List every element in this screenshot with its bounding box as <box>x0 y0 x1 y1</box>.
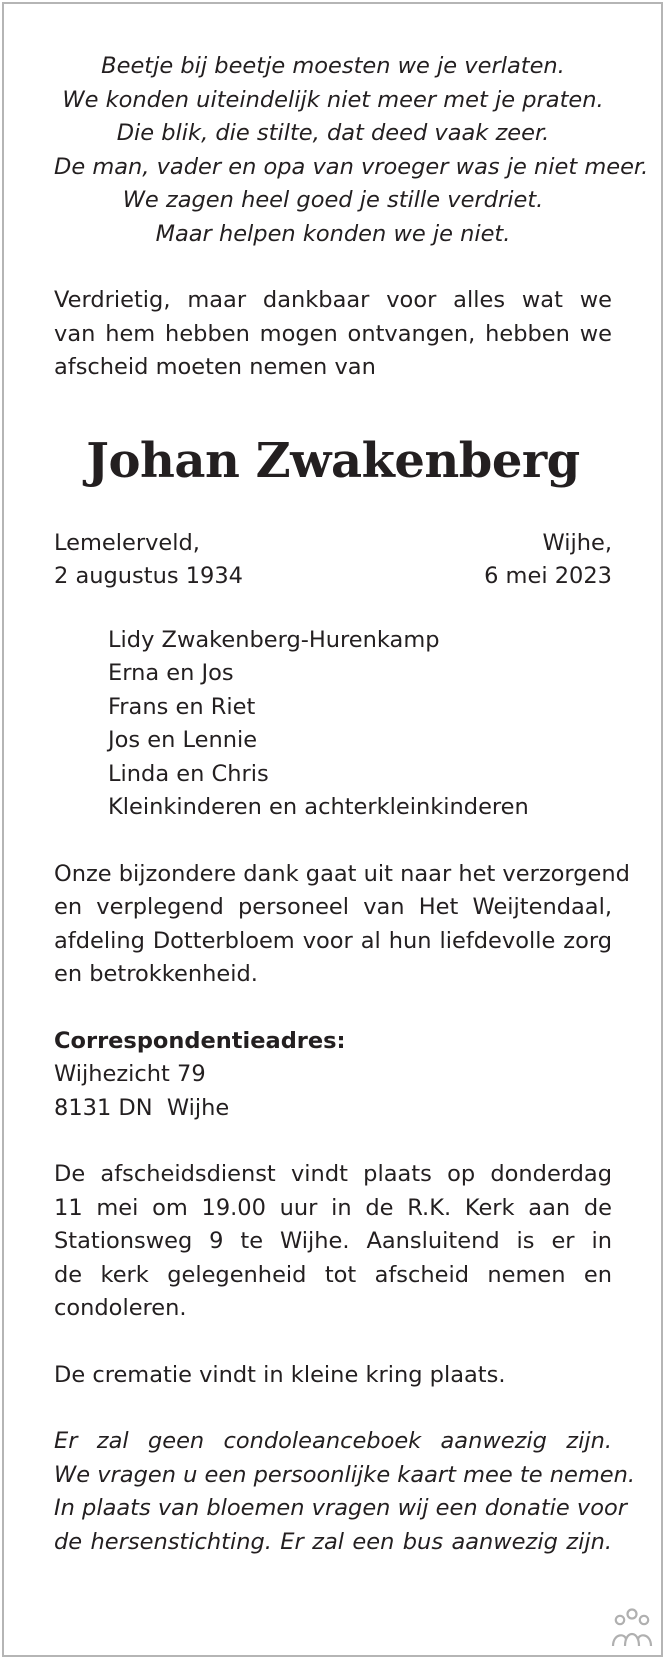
life-dates <box>54 527 612 594</box>
service-line: condoleren. <box>54 1295 187 1321</box>
family-list <box>54 624 612 825</box>
correspondence-address <box>54 1025 612 1126</box>
closing-line: Er zal geen condoleanceboek aanwezig zijn. <box>54 1428 612 1454</box>
poem <box>54 50 649 251</box>
obituary-notice <box>54 50 649 1559</box>
deceased-name: Johan Zwakenberg <box>86 432 580 489</box>
service-line: De afscheidsdienst vindt plaats op donderdag <box>54 1161 612 1187</box>
cremation-text <box>54 1359 612 1393</box>
closing-line: de hersenstichting. Er zal een bus aanwezig zijn. <box>54 1528 612 1555</box>
closing-text <box>54 1425 635 1559</box>
family-member: Lidy Zwakenberg-Hurenkamp <box>108 626 440 653</box>
poem-line: Beetje bij beetje moesten we je verlaten. <box>101 53 565 79</box>
death-place: Wijhe, <box>542 529 612 556</box>
intro-text <box>54 284 612 385</box>
family-member: Kleinkinderen en achterkleinkinderen <box>108 794 529 820</box>
intro-line: van hem hebben mogen ontvangen, hebben we <box>54 320 612 347</box>
family-member: Jos en Lennie <box>108 727 258 753</box>
poem-line: We zagen heel goed je stille verdriet. <box>122 187 544 213</box>
address-street: Wijhezicht 79 <box>54 1061 206 1087</box>
closing-line: We vragen u een persoonlijke kaart mee te nemen. <box>54 1461 635 1488</box>
thanks-line: afdeling Dotterbloem voor al hun liefdevolle zorg <box>54 927 612 954</box>
poem-line: Die blik, die stilte, dat deed vaak zeer. <box>116 120 550 146</box>
address-city: 8131 DN Wijhe <box>54 1094 230 1121</box>
family-member: Frans en Riet <box>108 693 256 720</box>
death-info <box>484 527 612 594</box>
birth-date: 2 augustus 1934 <box>54 563 243 589</box>
family-member: Erna en Jos <box>108 660 234 686</box>
thanks-line: en betrokkenheid. <box>54 961 258 987</box>
closing-line: In plaats van bloemen vragen wij een donatie voor <box>54 1495 627 1521</box>
service-line: de kerk gelegenheid tot afscheid nemen en <box>54 1261 612 1288</box>
service-line: 11 mei om 19.00 uur in de R.K. Kerk aan de <box>54 1194 612 1221</box>
thanks-text <box>54 858 630 992</box>
people-group-icon <box>610 1606 654 1648</box>
intro-line: Verdrietig, maar dankbaar voor alles wat we <box>54 287 612 313</box>
poem-line: We konden uiteindelijk niet meer met je praten. <box>62 86 604 113</box>
intro-line: afscheid moeten nemen van <box>54 354 376 380</box>
service-text <box>54 1158 612 1326</box>
service-line: Stationsweg 9 te Wijhe. Aansluitend is er in <box>54 1228 612 1254</box>
poem-line: Maar helpen konden we je niet. <box>155 220 511 247</box>
correspondence-heading: Correspondentieadres: <box>54 1027 346 1054</box>
poem-line: De man, vader en opa van vroeger was je niet meer. <box>54 153 649 180</box>
death-date: 6 mei 2023 <box>484 563 612 589</box>
family-member: Linda en Chris <box>108 760 269 787</box>
cremation-line: De crematie vindt in kleine kring plaats. <box>54 1361 506 1388</box>
thanks-line: Onze bijzondere dank gaat uit naar het verzorgend <box>54 860 630 887</box>
thanks-line: en verplegend personeel van Het Weijtendaal, <box>54 894 612 920</box>
birth-info <box>54 527 243 594</box>
birth-place: Lemelerveld, <box>54 529 200 556</box>
